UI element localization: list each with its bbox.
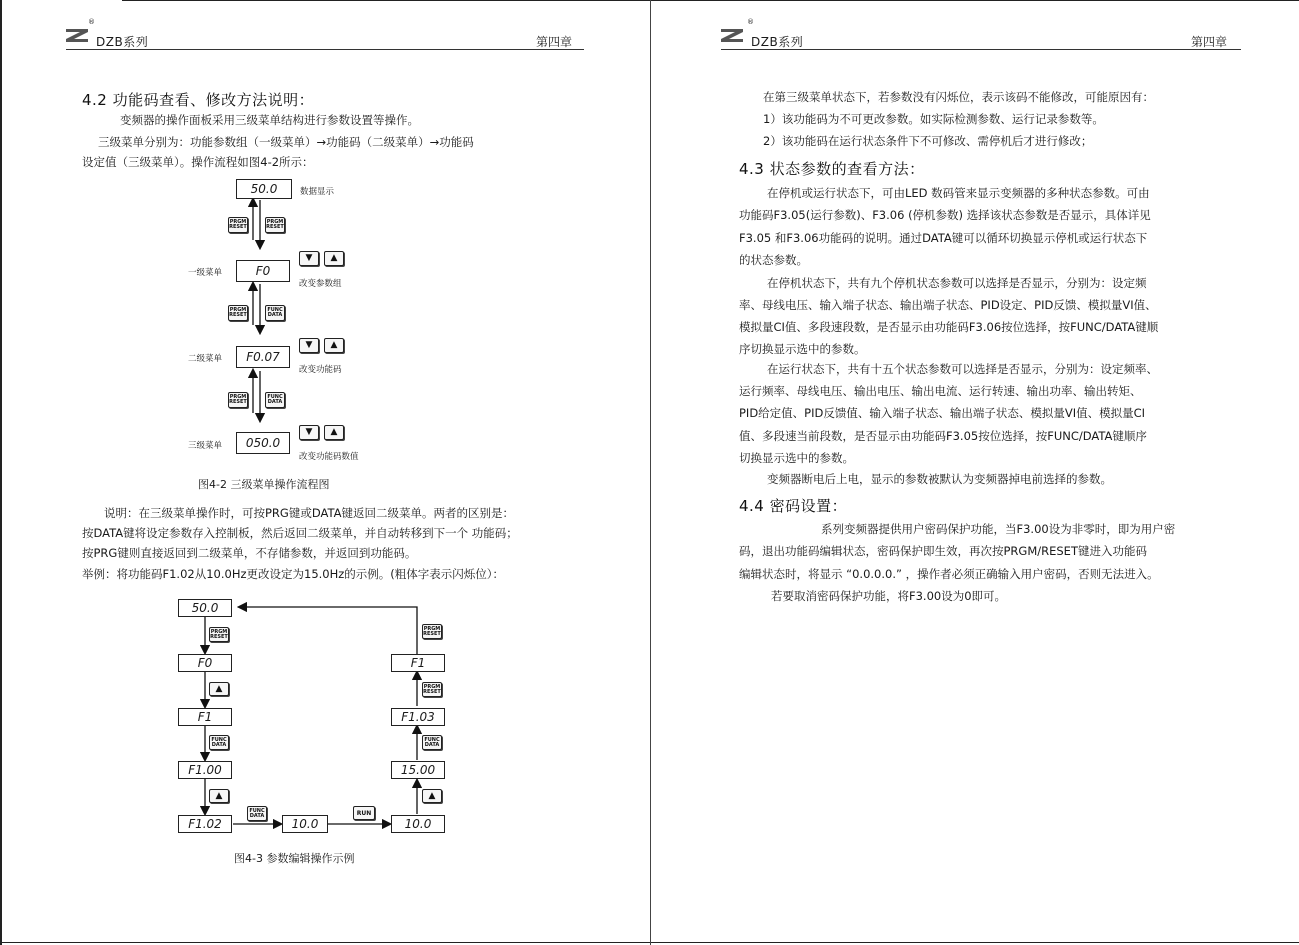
paragraph-line: 2）该功能码在运行状态条件下不可修改、需停机后才进行修改； bbox=[763, 134, 1093, 148]
paragraph-line: 变频器断电后上电，显示的参数被默认为变频器掉电前选择的参数。 bbox=[767, 472, 1112, 486]
figure-4-3-arrows bbox=[2, 0, 652, 945]
lcd-display-data: 50.0 bbox=[236, 179, 292, 199]
bottom-rule bbox=[651, 942, 1299, 943]
header-series: DZB系列 bbox=[751, 35, 804, 49]
label-level-1-menu: 一级菜单 bbox=[188, 268, 223, 278]
lcd-step-50: 50.0 bbox=[178, 599, 232, 617]
paragraph-line: 三级菜单分别为：功能参数组（一级菜单）→功能码（二级菜单）→功能码 bbox=[98, 135, 474, 149]
lcd-step-value-10-edit: 10.0 bbox=[391, 815, 445, 833]
header-rule bbox=[721, 49, 1241, 50]
down-key[interactable]: ▼ bbox=[299, 425, 319, 440]
up-key[interactable]: ▲ bbox=[209, 682, 229, 696]
lcd-step-f1-return: F1 bbox=[391, 654, 445, 672]
paragraph-line: 设定值（三级菜单）。操作流程如图4-2所示： bbox=[82, 155, 314, 169]
label-data-display: 数据显示 bbox=[300, 187, 335, 197]
paragraph-line: 变频器的操作面板采用三级菜单结构进行参数设置等操作。 bbox=[120, 113, 419, 127]
up-key[interactable]: ▲ bbox=[422, 789, 442, 803]
lcd-step-f1-00: F1.00 bbox=[178, 761, 232, 779]
paragraph-line: F3.05 和F3.06功能码的说明。通过DATA键可以循环切换显示停机或运行状态下 bbox=[739, 231, 1148, 245]
run-key[interactable]: RUN bbox=[353, 806, 375, 820]
prgm-reset-key[interactable]: PRGM RESET bbox=[228, 392, 248, 408]
func-data-key[interactable]: FUNC DATA bbox=[422, 735, 442, 750]
lcd-display-level-1: F0 bbox=[236, 260, 290, 282]
registered-mark-icon: ® bbox=[88, 18, 95, 26]
paragraph-line: 模拟量CI值、多段速段数，是否显示由功能码F3.06按位选择，按FUNC/DATA键顺 bbox=[739, 320, 1159, 334]
lcd-step-15: 15.00 bbox=[391, 761, 445, 779]
paragraph-line: 序切换显示选中的参数。 bbox=[739, 342, 866, 356]
paragraph-line: 运行频率、母线电压、输出电压、输出电流、运行转速、输出功率、输出转矩、 bbox=[739, 384, 1142, 398]
lcd-step-f1-02: F1.02 bbox=[178, 815, 232, 833]
paragraph-line: 编辑状态时，将显示 “0.0.0.0.” ，操作者必须正确输入用户密码，否则无法进入。 bbox=[739, 567, 1159, 581]
paragraph-line: 在停机或运行状态下，可由LED 数码管来显示变频器的多种状态参数。可由 bbox=[767, 186, 1150, 200]
prgm-reset-key[interactable]: PRGM RESET bbox=[265, 217, 285, 233]
up-key[interactable]: ▲ bbox=[324, 251, 344, 266]
up-key[interactable]: ▲ bbox=[209, 789, 229, 803]
prgm-reset-key[interactable]: PRGM RESET bbox=[228, 217, 248, 233]
paragraph-line: 按PRG键则直接返回到二级菜单，不存储参数，并返回到功能码。 bbox=[82, 546, 417, 560]
paragraph-line: 系列变频器提供用户密码保护功能，当F3.00设为非零时，即为用户密 bbox=[821, 522, 1176, 536]
paragraph-line: 在运行状态下，共有十五个状态参数可以选择是否显示，分别为：设定频率、 bbox=[767, 362, 1158, 376]
lcd-display-level-3: 050.0 bbox=[236, 432, 290, 454]
header-chapter: 第四章 bbox=[1191, 35, 1228, 49]
func-data-key[interactable]: FUNC DATA bbox=[265, 305, 285, 321]
func-data-key[interactable]: FUNC DATA bbox=[247, 806, 267, 821]
func-data-key[interactable]: FUNC DATA bbox=[209, 735, 229, 750]
brand-logo-icon bbox=[721, 26, 743, 42]
bottom-rule bbox=[2, 942, 650, 943]
up-key[interactable]: ▲ bbox=[324, 425, 344, 440]
paragraph-line: 的状态参数。 bbox=[739, 253, 808, 267]
down-key[interactable]: ▼ bbox=[299, 338, 319, 353]
paragraph-line: 举例：将功能码F1.02从10.0Hz更改设定为15.0Hz的示例。(粗体字表示闪烁位）： bbox=[82, 567, 505, 581]
up-key[interactable]: ▲ bbox=[324, 338, 344, 353]
figure-4-2-caption: 图4-2 三级菜单操作流程图 bbox=[198, 478, 330, 491]
paragraph-line: 1）该功能码为不可更改参数。如实际检测参数、运行记录参数等。 bbox=[763, 112, 1104, 126]
section-4-3-title: 4.3 状态参数的查看方法： bbox=[739, 160, 925, 178]
prgm-reset-key[interactable]: PRGM RESET bbox=[422, 624, 442, 639]
prgm-reset-key[interactable]: PRGM RESET bbox=[422, 682, 442, 697]
lcd-step-f1: F1 bbox=[178, 708, 232, 726]
paragraph-line: 码，退出功能码编辑状态，密码保护即生效，再次按PRGM/RESET键进入功能码 bbox=[739, 544, 1147, 558]
section-4-4-title: 4.4 密码设置： bbox=[739, 497, 848, 515]
down-key[interactable]: ▼ bbox=[299, 251, 319, 266]
paragraph-line: 在停机状态下，共有九个停机状态参数可以选择是否显示，分别为：设定频 bbox=[767, 276, 1147, 290]
paragraph-line: 功能码F3.05(运行参数)、F3.06 (停机参数) 选择该状态参数是否显示，具体详见 bbox=[739, 208, 1151, 222]
label-level-3-menu: 三级菜单 bbox=[188, 441, 223, 451]
header-series: DZB系列 bbox=[96, 35, 149, 49]
lcd-step-f0: F0 bbox=[178, 654, 232, 672]
paragraph-line: 按DATA键将设定参数存入控制板，然后返回二级菜单，并自动转移到下一个 功能码； bbox=[82, 526, 518, 540]
right-page bbox=[650, 0, 1299, 945]
registered-mark-icon: ® bbox=[747, 18, 754, 26]
prgm-reset-key[interactable]: PRGM RESET bbox=[228, 305, 248, 321]
label-change-group: 改变参数组 bbox=[299, 279, 342, 289]
paragraph-line: 率、母线电压、输入端子状态、输出端子状态、PID设定、PID反馈、模拟量VI值、 bbox=[739, 298, 1157, 312]
paragraph-line: PID给定值、PID反馈值、输入端子状态、输出端子状态、模拟量VI值、模拟量CI bbox=[739, 406, 1146, 420]
paragraph-line: 在第三级菜单状态下，若参数没有闪烁位，表示该码不能修改，可能原因有： bbox=[763, 90, 1154, 104]
paragraph-line: 值、多段速当前段数，是否显示由功能码F3.05按位选择，按FUNC/DATA键顺序 bbox=[739, 429, 1147, 443]
lcd-step-f1-03: F1.03 bbox=[391, 708, 445, 726]
label-change-code: 改变功能码 bbox=[299, 365, 342, 375]
top-rule bbox=[651, 0, 1299, 1]
paragraph-line: 说明：在三级菜单操作时，可按PRG键或DATA键返回二级菜单。两者的区别是： bbox=[104, 506, 514, 520]
label-change-value: 改变功能码数值 bbox=[299, 452, 359, 462]
paragraph-line: 切换显示选中的参数。 bbox=[739, 451, 854, 465]
label-level-2-menu: 二级菜单 bbox=[188, 354, 223, 364]
section-4-2-title: 4.2 功能码查看、修改方法说明： bbox=[82, 91, 315, 109]
figure-4-3-caption: 图4-3 参数编辑操作示例 bbox=[234, 852, 355, 865]
paragraph-line: 若要取消密码保护功能，将F3.00设为0即可。 bbox=[771, 589, 1007, 603]
header-chapter: 第四章 bbox=[536, 35, 573, 49]
lcd-display-level-2: F0.07 bbox=[236, 346, 290, 368]
lcd-step-value-10: 10.0 bbox=[282, 815, 328, 833]
prgm-reset-key[interactable]: PRGM RESET bbox=[209, 627, 229, 642]
func-data-key[interactable]: FUNC DATA bbox=[265, 392, 285, 408]
